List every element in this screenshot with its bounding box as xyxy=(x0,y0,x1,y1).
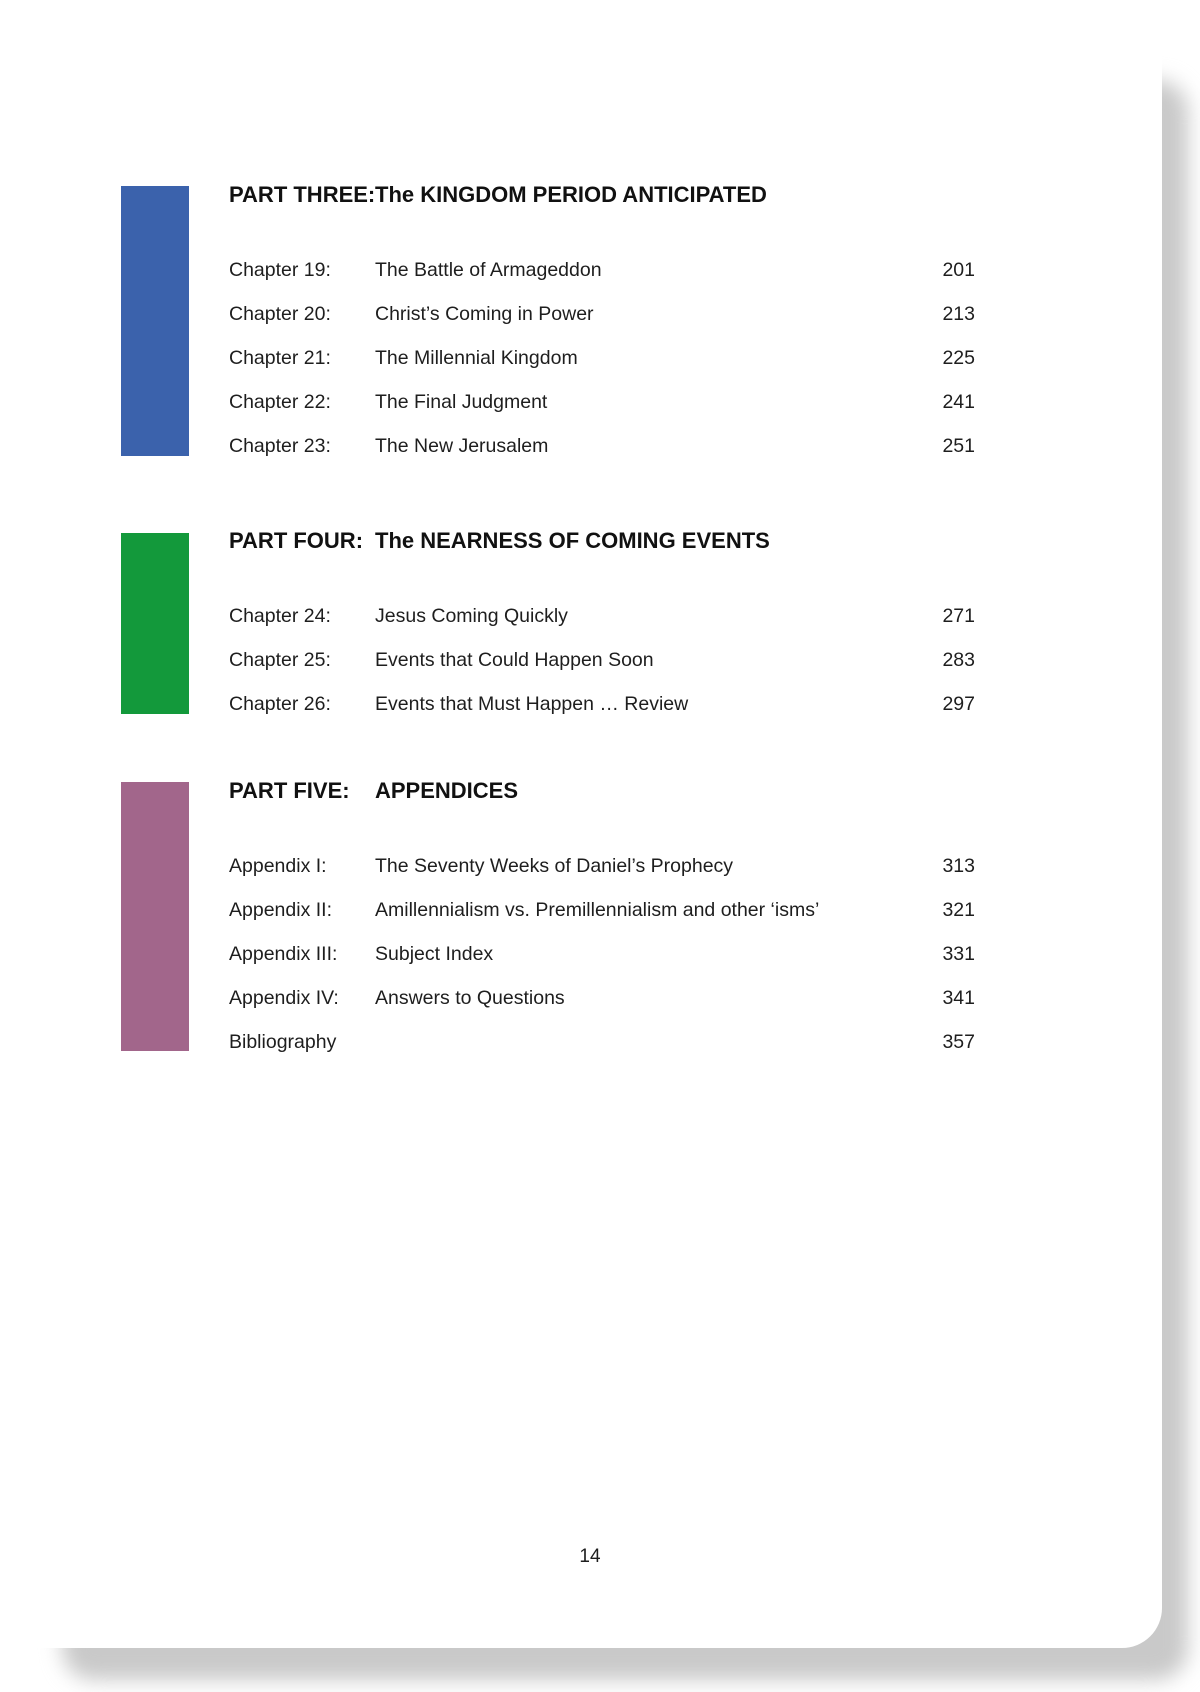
entry-page-number: 313 xyxy=(942,855,975,877)
entry-title: Christ’s Coming in Power xyxy=(375,303,594,325)
entry-label: Appendix I: xyxy=(229,855,327,877)
entry-page-number: 201 xyxy=(942,259,975,281)
entry-label: Chapter 20: xyxy=(229,303,331,325)
toc-entry[interactable] xyxy=(229,605,975,635)
entry-title: Events that Must Happen … Review xyxy=(375,693,689,715)
toc-entry[interactable] xyxy=(229,649,975,679)
toc-entry[interactable] xyxy=(229,303,975,333)
page-number: 14 xyxy=(579,1546,601,1567)
entry-label: Chapter 23: xyxy=(229,435,331,457)
toc-entry[interactable] xyxy=(229,987,975,1017)
entry-label: Chapter 22: xyxy=(229,391,331,413)
entry-title: Events that Could Happen Soon xyxy=(375,649,654,671)
part-label: PART FOUR: xyxy=(229,528,364,553)
entry-label: Chapter 24: xyxy=(229,605,331,627)
part-title: The NEARNESS OF COMING EVENTS xyxy=(375,528,770,553)
part-title: The KINGDOM PERIOD ANTICIPATED xyxy=(375,182,767,207)
entry-title: Subject Index xyxy=(375,943,494,965)
entry-title: Jesus Coming Quickly xyxy=(375,605,568,627)
entry-title: The Final Judgment xyxy=(375,391,548,413)
entry-label: Chapter 21: xyxy=(229,347,331,369)
part-heading xyxy=(229,528,770,554)
part-color-bar xyxy=(121,782,189,1051)
toc-entry[interactable] xyxy=(229,259,975,289)
entry-label: Appendix II: xyxy=(229,899,332,921)
part-color-bar xyxy=(121,186,189,456)
toc-entry[interactable] xyxy=(229,391,975,421)
toc-entry[interactable] xyxy=(229,435,975,465)
entry-page-number: 297 xyxy=(942,693,975,715)
toc-entry[interactable] xyxy=(229,693,975,723)
entry-title: The New Jerusalem xyxy=(375,435,549,457)
part-label: PART THREE: xyxy=(229,182,376,207)
entry-page-number: 331 xyxy=(942,943,975,965)
entry-label: Appendix III: xyxy=(229,943,338,965)
part-color-bar xyxy=(121,533,189,714)
entry-label: Chapter 26: xyxy=(229,693,331,715)
entry-label: Bibliography xyxy=(229,1031,337,1053)
entry-title: The Seventy Weeks of Daniel’s Prophecy xyxy=(375,855,734,877)
entry-page-number: 225 xyxy=(942,347,975,369)
entry-title: Amillennialism vs. Premillennialism and other ‘isms’ xyxy=(375,899,820,921)
entry-title: The Millennial Kingdom xyxy=(375,347,578,369)
entry-page-number: 213 xyxy=(942,303,975,325)
part-title: APPENDICES xyxy=(375,778,519,803)
toc-entry[interactable] xyxy=(229,943,975,973)
toc-entry[interactable] xyxy=(229,347,975,377)
toc-entry[interactable] xyxy=(229,899,975,929)
entry-title: The Battle of Armageddon xyxy=(375,259,602,281)
entry-page-number: 271 xyxy=(942,605,975,627)
entry-page-number: 341 xyxy=(942,987,975,1009)
entry-label: Appendix IV: xyxy=(229,987,339,1009)
entry-page-number: 283 xyxy=(942,649,975,671)
entry-page-number: 241 xyxy=(942,391,975,413)
entry-label: Chapter 19: xyxy=(229,259,331,281)
entry-page-number: 251 xyxy=(942,435,975,457)
part-heading xyxy=(229,182,767,208)
part-heading xyxy=(229,778,519,804)
toc-entry[interactable] xyxy=(229,1031,975,1061)
entry-label: Chapter 25: xyxy=(229,649,331,671)
entry-title: Answers to Questions xyxy=(375,987,565,1009)
toc-entry[interactable] xyxy=(229,855,975,885)
entry-page-number: 321 xyxy=(942,899,975,921)
entry-page-number: 357 xyxy=(942,1031,975,1053)
part-label: PART FIVE: xyxy=(229,778,350,803)
